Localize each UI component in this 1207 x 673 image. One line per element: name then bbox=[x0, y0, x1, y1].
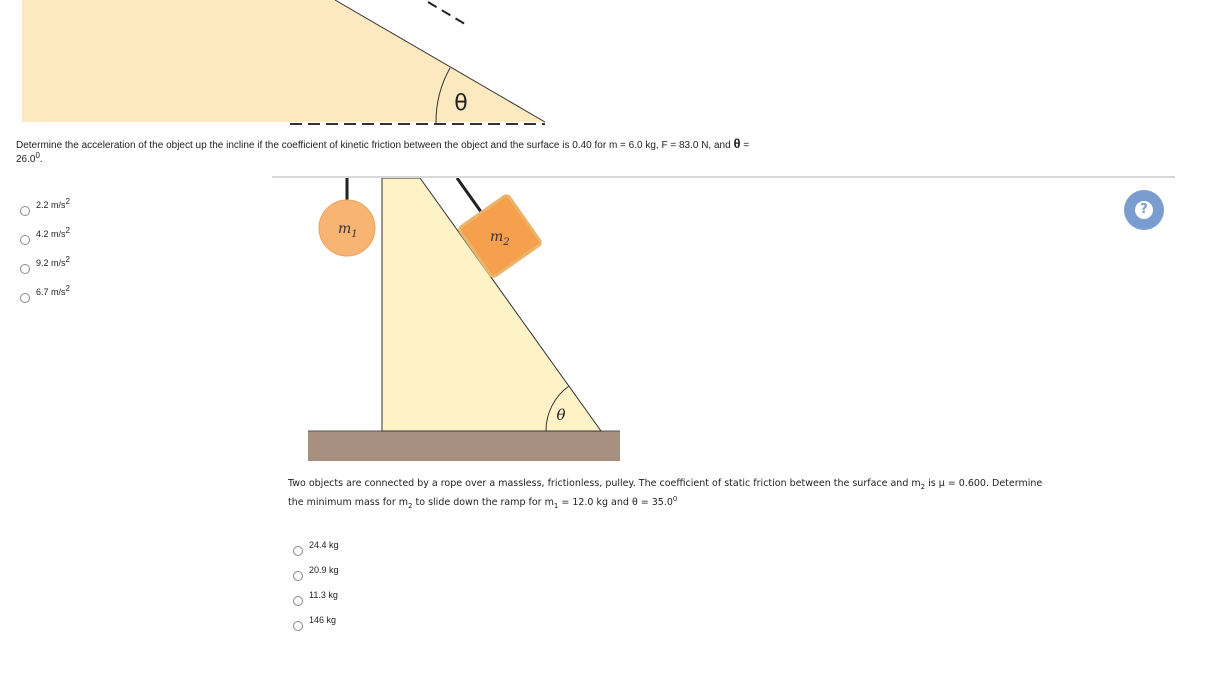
radio-q1-1[interactable] bbox=[20, 206, 30, 216]
question-2-sup1: 0 bbox=[672, 495, 678, 503]
radio-q1-4[interactable] bbox=[20, 293, 30, 303]
option-q2-2[interactable] bbox=[293, 563, 339, 581]
option-q2-4-label: 146 kg bbox=[309, 615, 337, 625]
question-1-text-end: . bbox=[39, 154, 43, 165]
radio-q1-3[interactable] bbox=[20, 264, 30, 274]
m2-subscript: 2 bbox=[503, 237, 510, 248]
option-q1-1[interactable] bbox=[20, 197, 70, 216]
radio-q2-1[interactable] bbox=[293, 546, 303, 556]
theta-label-2: θ bbox=[556, 406, 566, 424]
option-q1-2-exponent: 2 bbox=[65, 226, 70, 235]
question-2-part5: = 12.0 kg and θ = 35.0 bbox=[558, 497, 673, 508]
angle-value: 26.0 bbox=[16, 154, 36, 165]
radio-q1-2[interactable] bbox=[20, 235, 30, 245]
question-2-sub3: 1 bbox=[553, 501, 559, 510]
option-q1-3-exponent: 2 bbox=[65, 255, 70, 264]
option-q1-4[interactable] bbox=[20, 284, 70, 303]
angle-exponent: 0 bbox=[35, 151, 40, 160]
m2-letter: m bbox=[490, 229, 504, 245]
question-2-text bbox=[288, 474, 1168, 512]
force-rope-1 bbox=[428, 2, 465, 24]
question-2-part4: to slide down the ramp for m bbox=[412, 497, 554, 508]
option-q2-2-label: 20.9 kg bbox=[309, 565, 339, 575]
rope-m2 bbox=[457, 178, 484, 216]
question-2-sub1: 2 bbox=[920, 482, 926, 491]
radio-q2-2[interactable] bbox=[293, 571, 303, 581]
ground bbox=[308, 431, 620, 461]
question-2-part3: the minimum mass for m bbox=[288, 497, 409, 508]
option-q2-3-label: 11.3 kg bbox=[309, 590, 338, 600]
help-button[interactable] bbox=[1124, 190, 1164, 230]
option-q1-4-label: 6.7 m/s bbox=[36, 287, 66, 297]
m1-subscript: 1 bbox=[351, 229, 358, 240]
option-q2-3[interactable] bbox=[293, 588, 338, 606]
pulley-ramp-figure bbox=[300, 178, 630, 463]
incline-figure-1 bbox=[0, 0, 560, 135]
theta-symbol: θ bbox=[733, 136, 741, 151]
help-icon: ? bbox=[1135, 201, 1153, 219]
m1-letter: m bbox=[338, 221, 352, 237]
option-q2-1[interactable] bbox=[293, 538, 339, 556]
option-q1-2[interactable] bbox=[20, 226, 70, 245]
question-1-text-part2: = bbox=[740, 140, 750, 151]
radio-q2-4[interactable] bbox=[293, 621, 303, 631]
option-q1-2-label: 4.2 m/s bbox=[36, 229, 66, 239]
question-1-text bbox=[16, 137, 896, 167]
option-q2-1-label: 24.4 kg bbox=[309, 540, 339, 550]
question-1-text-part1: Determine the acceleration of the object up the incline if the coefficient of kinetic friction between the object and the surface is 0.40 for m = 6.0 kg, F = 83.0 N, and bbox=[16, 140, 734, 151]
question-2-sub2: 2 bbox=[408, 501, 413, 510]
radio-q2-3[interactable] bbox=[293, 596, 303, 606]
option-q1-4-exponent: 2 bbox=[65, 284, 70, 293]
option-q1-3[interactable] bbox=[20, 255, 70, 274]
option-q2-4[interactable] bbox=[293, 613, 336, 631]
theta-label-1: θ bbox=[454, 91, 468, 116]
option-q1-1-exponent: 2 bbox=[65, 197, 70, 206]
question-2-part2: is μ = 0.600. Determine bbox=[925, 478, 1043, 489]
option-q1-1-label: 2.2 m/s bbox=[36, 200, 66, 210]
option-q1-3-label: 9.2 m/s bbox=[36, 258, 66, 268]
question-2-part1: Two objects are connected by a rope over a massless, frictionless, pulley. The coefficient of static friction between the surface and m bbox=[288, 478, 921, 489]
